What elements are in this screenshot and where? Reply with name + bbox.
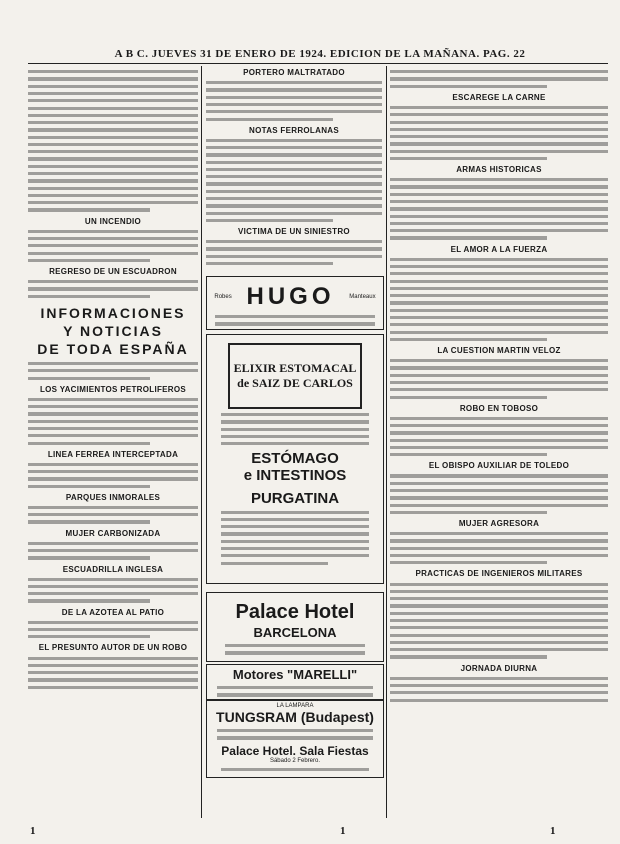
headline-portero: PORTERO MALTRATADO: [243, 68, 345, 77]
ad-tung-sub: Palace Hotel. Sala Fiestas: [221, 743, 369, 758]
headline-amor: EL AMOR A LA FUERZA: [450, 244, 548, 254]
headline-robo: EL PRESUNTO AUTOR DE UN ROBO: [38, 643, 188, 653]
ad-tung-top: LA LAMPARA: [276, 703, 314, 709]
column-rule-2: [386, 66, 387, 818]
ad-palace-name: Palace Hotel: [235, 601, 355, 623]
column-right: [390, 66, 608, 820]
headline-ingenieros: PRACTICAS DE INGENIEROS MILITARES: [415, 569, 583, 579]
ad-palace-hotel: [206, 592, 384, 662]
headline-jornada: JORNADA DIURNA: [460, 663, 538, 673]
section-title-line-1: INFORMACIONES: [40, 304, 186, 321]
masthead-rule: [28, 63, 608, 64]
ad-hugo-name: HUGO: [246, 283, 335, 310]
section-title-line-3: DE TODA ESPAÑA: [37, 340, 189, 357]
ad-palace-city: BARCELONA: [253, 625, 337, 640]
ad-tungsram: [206, 700, 384, 778]
ad-elixir-estomago: ESTÓMAGO: [251, 449, 339, 467]
headline-armas: ARMAS HISTORICAS: [456, 165, 542, 175]
footer-mark-right: 1: [550, 825, 556, 837]
headline-escuadrilla: ESCUADRILLA INGLESA: [62, 564, 164, 574]
headline-toboso: ROBO EN TOBOSO: [459, 403, 539, 413]
masthead: A B C. JUEVES 31 DE ENERO DE 1924. EDICION DE LA MAÑANA. PAG. 22: [114, 48, 526, 60]
headline-linea-ferrea: LINEA FERREA INTERCEPTADA: [47, 449, 179, 459]
ad-elixir-title-1: ELIXIR ESTOMACAL: [233, 361, 357, 375]
ad-hugo-left: Robes: [214, 294, 232, 300]
ad-tung-date: Sábado 2 Febrero.: [269, 757, 321, 764]
headline-mujer-carbonizada: MUJER CARBONIZADA: [65, 528, 161, 538]
headline-victima: VICTIMA DE UN SINIESTRO: [238, 227, 350, 237]
headline-parques: PARQUES INMORALES: [65, 492, 161, 502]
column-rule-1: [201, 66, 202, 818]
headline-obispo: EL OBISPO AUXILIAR DE TOLEDO: [428, 461, 570, 471]
headline-carne: ESCAREGE LA CARNE: [452, 92, 546, 102]
ad-elixir-title-2: de SAIZ DE CARLOS: [237, 376, 353, 390]
headline-martin-veloz: LA CUESTION MARTIN VELOZ: [437, 346, 561, 355]
headline-incendio: UN INCENDIO: [84, 216, 142, 226]
ad-elixir-title: [228, 343, 362, 409]
section-title-line-2: Y NOTICIAS: [63, 322, 163, 339]
headline-notas-ferrolanas: NOTAS FERROLANAS: [249, 125, 339, 135]
headline-yacimientos: LOS YACIMIENTOS PETROLIFEROS: [39, 384, 187, 394]
ad-hugo: [206, 276, 384, 330]
ad-elixir: [206, 334, 384, 584]
ad-hugo-right: Manteaux: [349, 294, 376, 300]
ad-elixir-intestinos: e INTESTINOS: [243, 466, 347, 484]
headline-escuadron: REGRESO DE UN ESCUADRON: [49, 267, 177, 277]
column-left: [28, 66, 198, 820]
footer-mark-left: 1: [30, 825, 36, 837]
column-middle: [206, 66, 382, 271]
section-title: [28, 304, 198, 358]
headline-agresora: MUJER AGRESORA: [458, 519, 540, 529]
headline-azotea: DE LA AZOTEA AL PATIO: [61, 607, 165, 617]
ad-motores-name: Motores "MARELLI": [232, 667, 358, 682]
ad-tung-name: TUNGSRAM (Budapest): [216, 709, 374, 725]
ad-motores: [206, 664, 384, 700]
footer-mark-middle: 1: [340, 825, 346, 837]
ad-elixir-purgatina: PURGATINA: [250, 489, 340, 507]
